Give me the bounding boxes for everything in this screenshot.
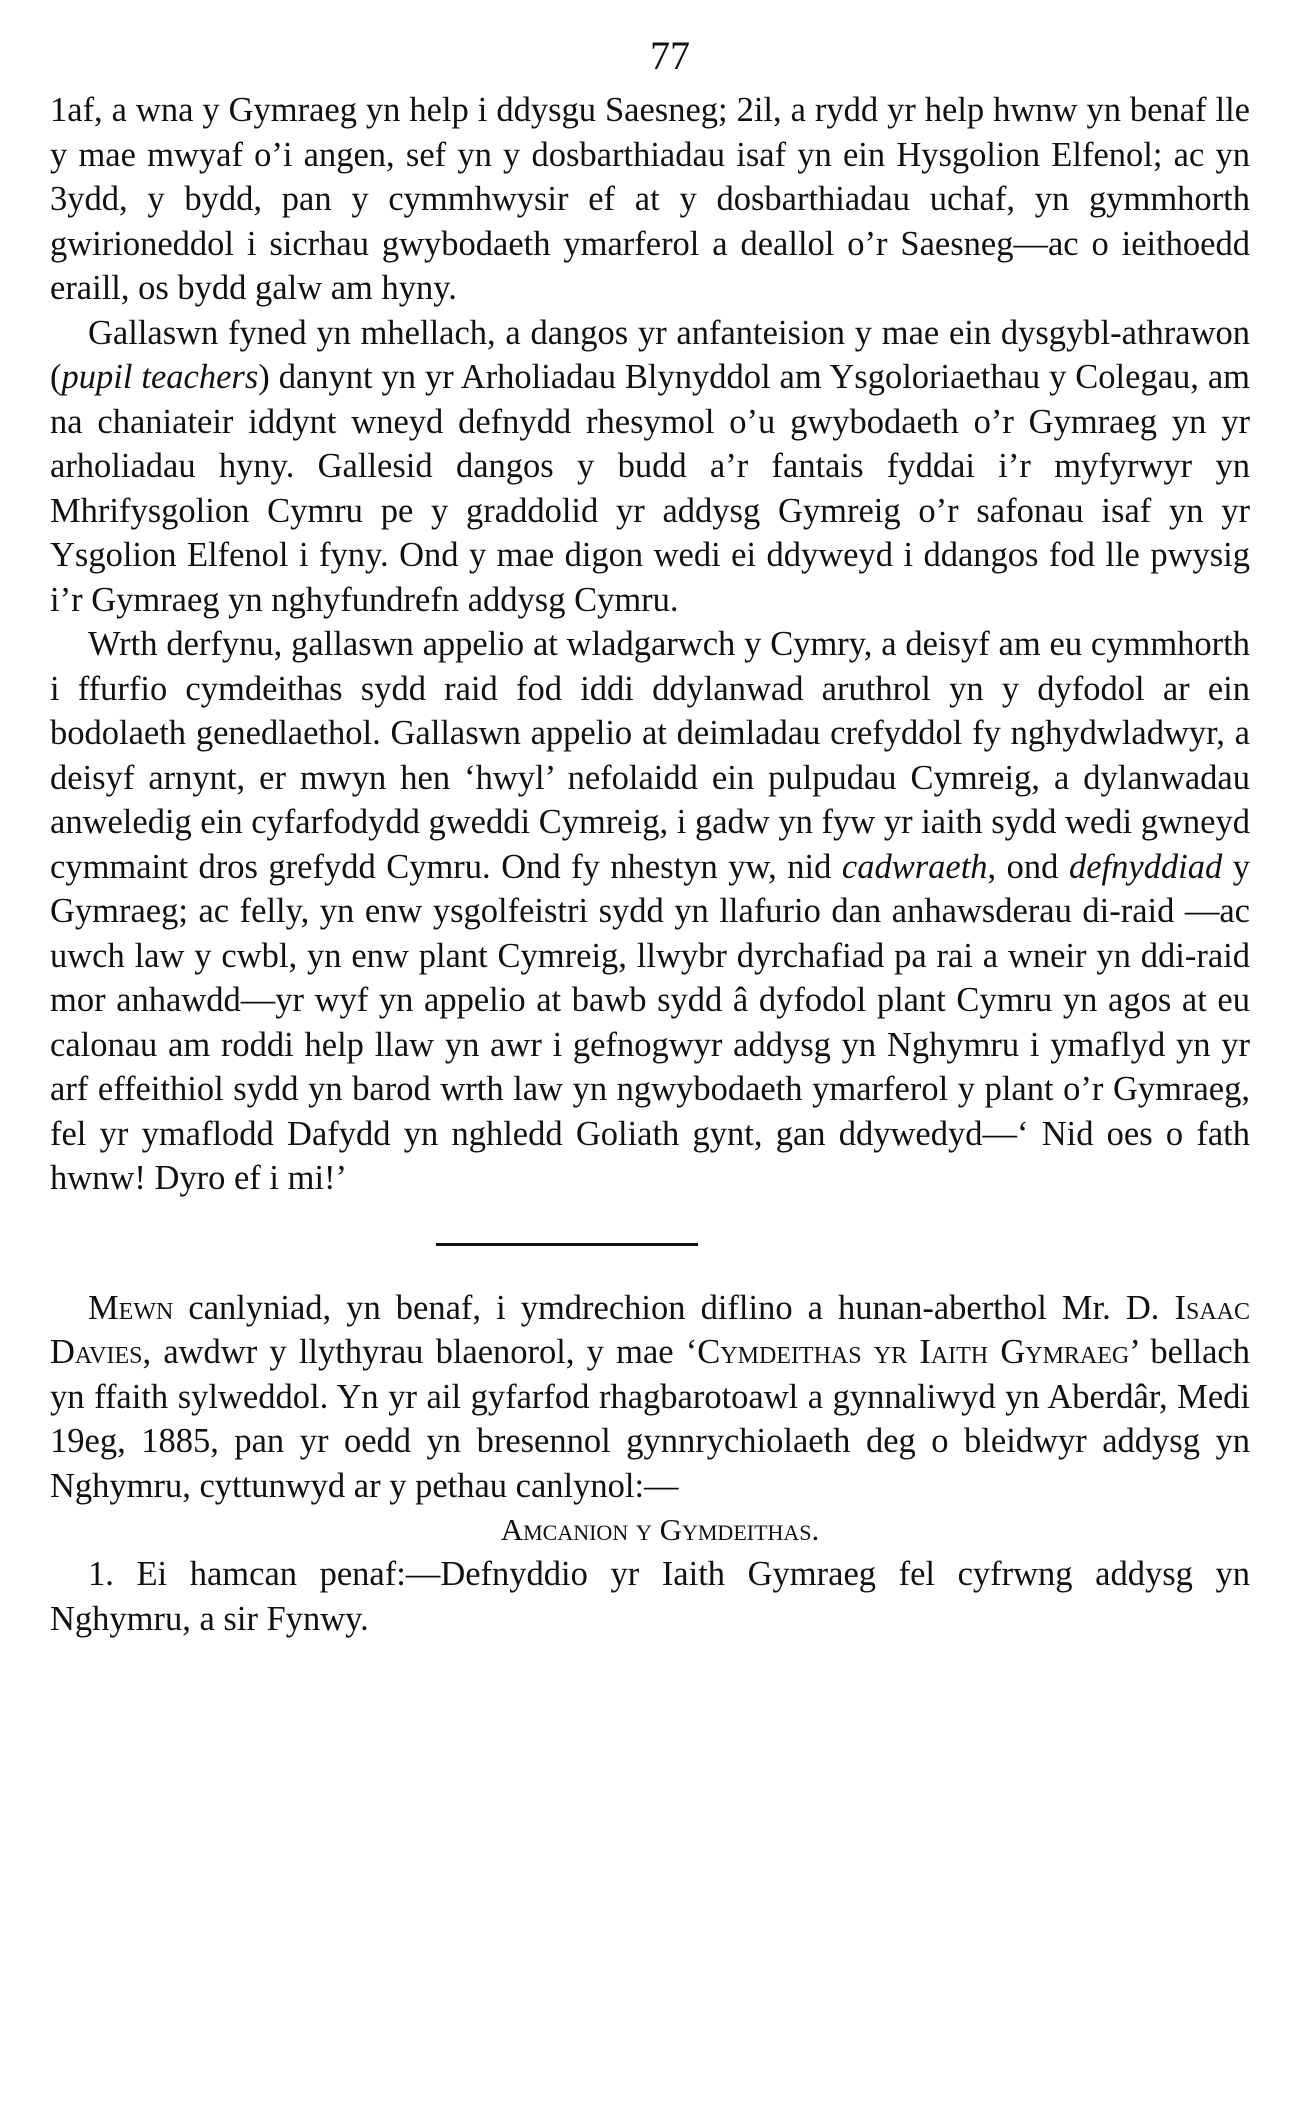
paragraph-3-text-b: , ond	[987, 847, 1069, 886]
paragraph-2-text-a: Gallaswn fyned yn mhellach, a dangos yr anfanteision y mae ein dysgybl-athrawon (	[50, 313, 1250, 396]
lead-word: Mewn	[88, 1288, 174, 1327]
society-text-a: canlyniad, yn benaf, i ymdrechion diflino a hunan-aberthol Mr. D.	[173, 1288, 1175, 1327]
paragraph-3-text-c: y Gymraeg; ac felly, yn enw ysgolfeistri sydd yn llafurio dan anhawsderau di-raid —ac uwch law y cwbl, yn enw plant Cymreig, llwybr dyrchafiad pa rai a wneir yn ddi-raid mor anhawdd—yr wyf yn appelio at bawb sydd â dyfodol plant Cymru yn agos at eu calonau am roddi help llaw yn awr i gefnogwyr addysg yn Nghymru i ymaflyd yn yr arf effeithiol sydd yn barod wrth law yn ngwybodaeth ymarferol y plant o’r Gymraeg, fel yr ymaflodd Dafydd yn nghledd Goliath gynt, gan ddywedyd—‘ Nid oes o fath hwnw! Dyro ef i mi!’	[50, 847, 1250, 1197]
section-heading: Amcanion y Gymdeithas.	[500, 1512, 820, 1547]
paragraph-2	[50, 311, 1250, 623]
paragraph-2-text-b: ) danynt yn yr Arholiadau Blynyddol am Ysgoloriaethau y Colegau, am na chaniateir iddynt wneyd defnydd rhesymol o’u gwybodaeth o’r Gymraeg yn yr arholiadau hyny. Gallesid dangos y budd a’r fantais fyddai i’r myfyrwyr yn Mhrifysgolion Cymru pe y graddolid yr addysg Gymreig o’r safonau isaf yn yr Ysgolion Elfenol i fyny. Ond y mae digon wedi ei ddyweyd i ddangos fod lle pwysig i’r Gymraeg yn nghyfundrefn addysg Cymru.	[50, 358, 1250, 619]
paragraph-2-italic: pupil teachers	[61, 358, 259, 396]
paragraph-3-text-a: Wrth derfynu, gallaswn appelio at wladgarwch y Cymry, a deisyf am eu cymmhorth i ffurfio cymdeithas sydd raid fod iddi ddylanwad aruthrol yn y dyfodol ar ein bodolaeth genedlaethol. Gallaswn appelio at deimladau crefyddol fy nghydwladwyr, a deisyf arnynt, er mwyn hen ‘hwyl’ nefolaidd ein pulpudau Cymreig, a dylanwadau anweledig ein cyfarfodydd gweddi Cymreig, i gadw yn fyw yr iaith sydd wedi gwneyd cymmaint dros grefydd Cymru. Ond fy nhestyn yw, nid	[50, 625, 1250, 886]
paragraph-3-italic-b: defnyddiad	[1068, 847, 1223, 886]
author-name: Isaac Davies	[50, 1288, 1250, 1371]
page-number: 77	[650, 33, 690, 78]
paragraph-3	[50, 622, 1250, 1201]
paragraph-1: 1af, a wna y Gymraeg yn help i ddysgu Saesneg; 2il, a rydd yr help hwnw yn benaf lle y mae mwyaf o’i angen, sef yn y dosbarthiadau isaf yn ein Hysgolion Elfenol; ac yn 3ydd, y bydd, pan y cymmhwysir ef at y dosbarthiadau uchaf, yn gymmhorth gwirioneddol i sicrhau gwybodaeth ymarferol a deallol o’r Saesneg—ac o ieithoedd eraill, os bydd galw am hyny.	[50, 91, 1250, 307]
society-name: Cymdeithas yr Iaith Gymraeg	[697, 1333, 1130, 1371]
society-text-b: , awdwr y llythyrau blaenorol, y mae ‘	[142, 1333, 698, 1371]
section-divider	[436, 1243, 698, 1246]
page	[50, 28, 1250, 1641]
paragraph-3-italic-a: cadwraeth	[841, 847, 988, 886]
list-item: 1. Ei hamcan penaf:—Defnyddio yr Iaith Gymraeg fel cyfrwng addysg yn Nghymru, a sir Fynwy.	[50, 1555, 1250, 1638]
society-text-c: ’ bellach yn ffaith sylweddol. Yn yr ail gyfarfod rhagbarotoawl a gynnaliwyd yn Aberdâr, Medi 19eg, 1885, pan yr oedd yn bresennol gynnrychiolaeth deg o bleidwyr addysg yn Nghymru, cyttunwyd ar y pethau canlynol:—	[50, 1333, 1250, 1505]
society-paragraph	[50, 1286, 1250, 1509]
